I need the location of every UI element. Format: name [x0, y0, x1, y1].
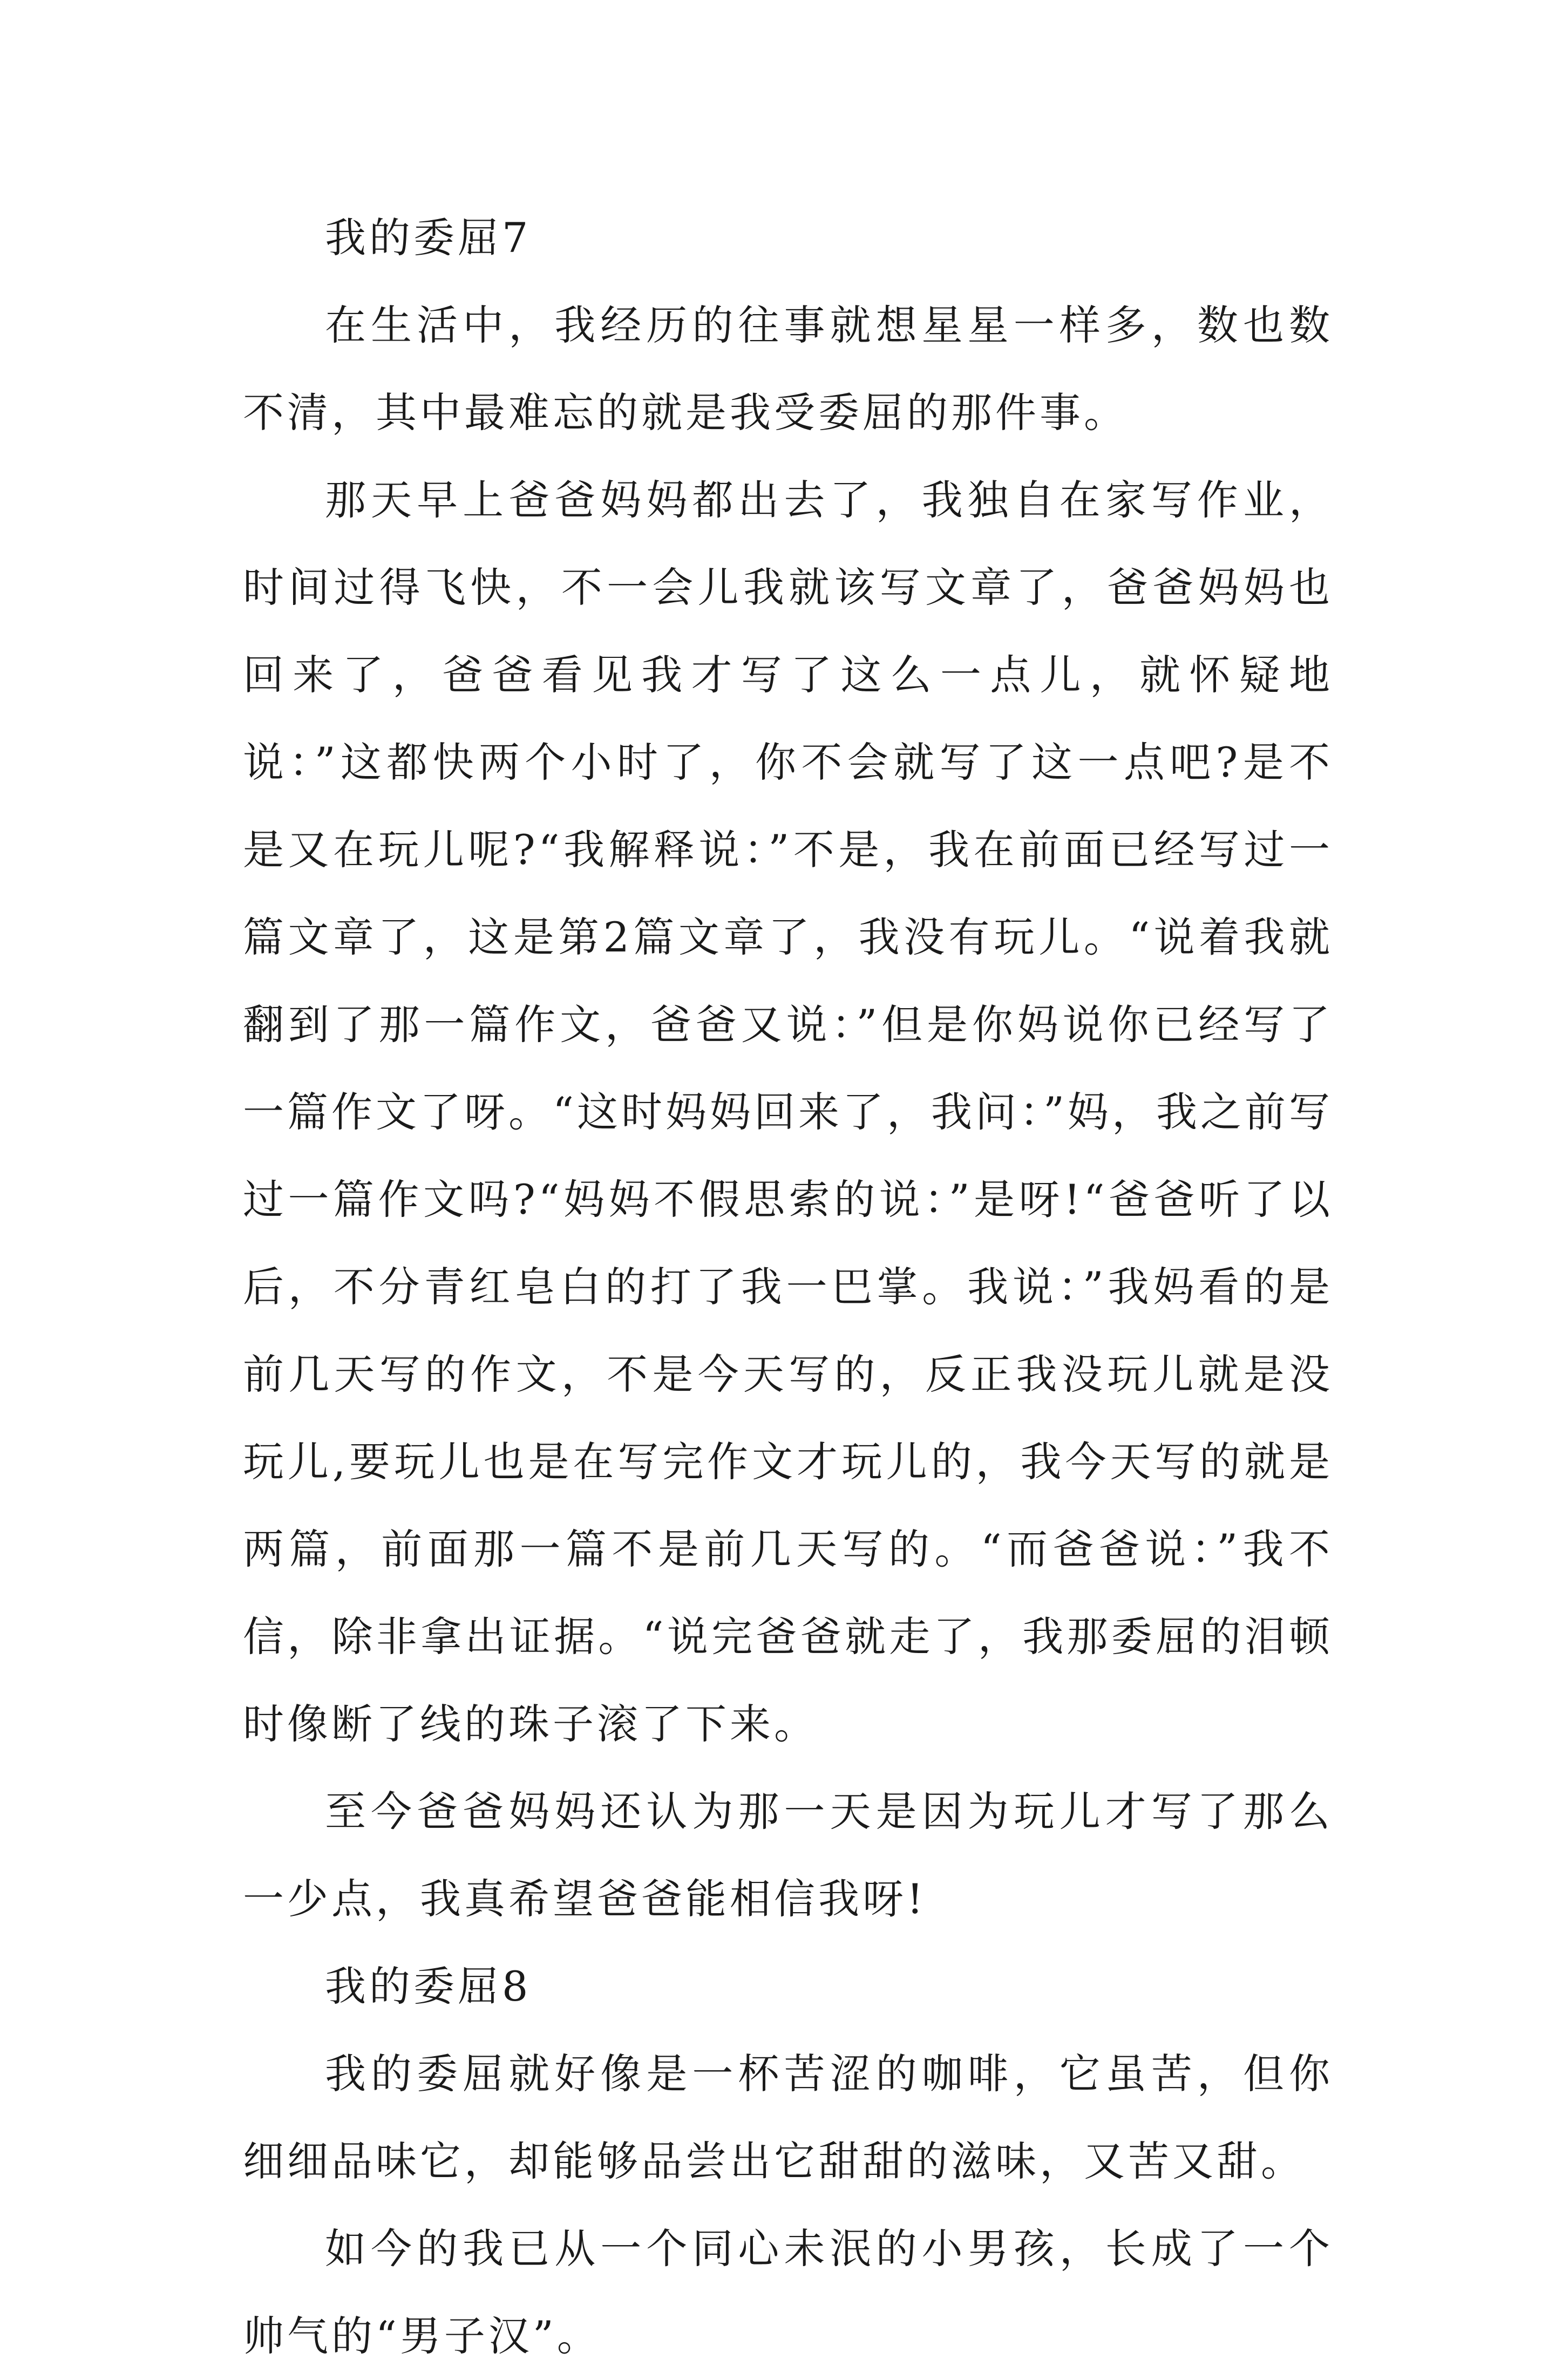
- section-heading-8: 我的委屈8: [325, 1962, 532, 2010]
- essay-body: [243, 194, 1333, 2380]
- section-heading-7: 我的委屈7: [325, 214, 532, 262]
- paragraph-8-2: 如今的我已从一个同心未泯的小男孩，长成了一个帅气的“男子汉”。: [243, 2225, 1333, 2360]
- paragraph-7-1: 在生活中，我经历的往事就想星星一样多，数也数不清，其中最难忘的就是我受委屈的那件事。: [243, 301, 1333, 437]
- paragraph-8-1: 我的委屈就好像是一杯苦涩的咖啡，它虽苦，但你细细品味它，却能够品尝出它甜甜的滋味，又苦又甜。: [243, 2050, 1333, 2185]
- paragraph-7-2: 那天早上爸爸妈妈都出去了，我独自在家写作业，时间过得飞快，不一会儿我就该写文章了，爸爸妈妈也回来了，爸爸看见我才写了这么一点儿，就怀疑地说：”这都快两个小时了，你不会就写了这一点吧?是不是又在玩儿呢?“我解释说：”不是，我在前面已经写过一篇文章了，这是第2篇文章了，我没有玩儿。“说着我就翻到了那一篇作文，爸爸又说：”但是你妈说你已经写了一篇作文了呀。“这时妈妈回来了，我问：”妈，我之前写过一篇作文吗?“妈妈不假思索的说：”是呀!“爸爸听了以后，不分青红皂白的打了我一巴掌。我说：”我妈看的是前几天写的作文，不是今天写的，反正我没玩儿就是没玩儿,要玩儿也是在写完作文才玩儿的，我今天写的就是两篇，前面那一篇不是前几天写的。“而爸爸说：”我不信，除非拿出证据。“说完爸爸就走了，我那委屈的泪顿时像断了线的珠子滚了下来。: [243, 476, 1333, 1748]
- paragraph-7-3: 至今爸爸妈妈还认为那一天是因为玩儿才写了那么一少点，我真希望爸爸能相信我呀!: [243, 1787, 1333, 1923]
